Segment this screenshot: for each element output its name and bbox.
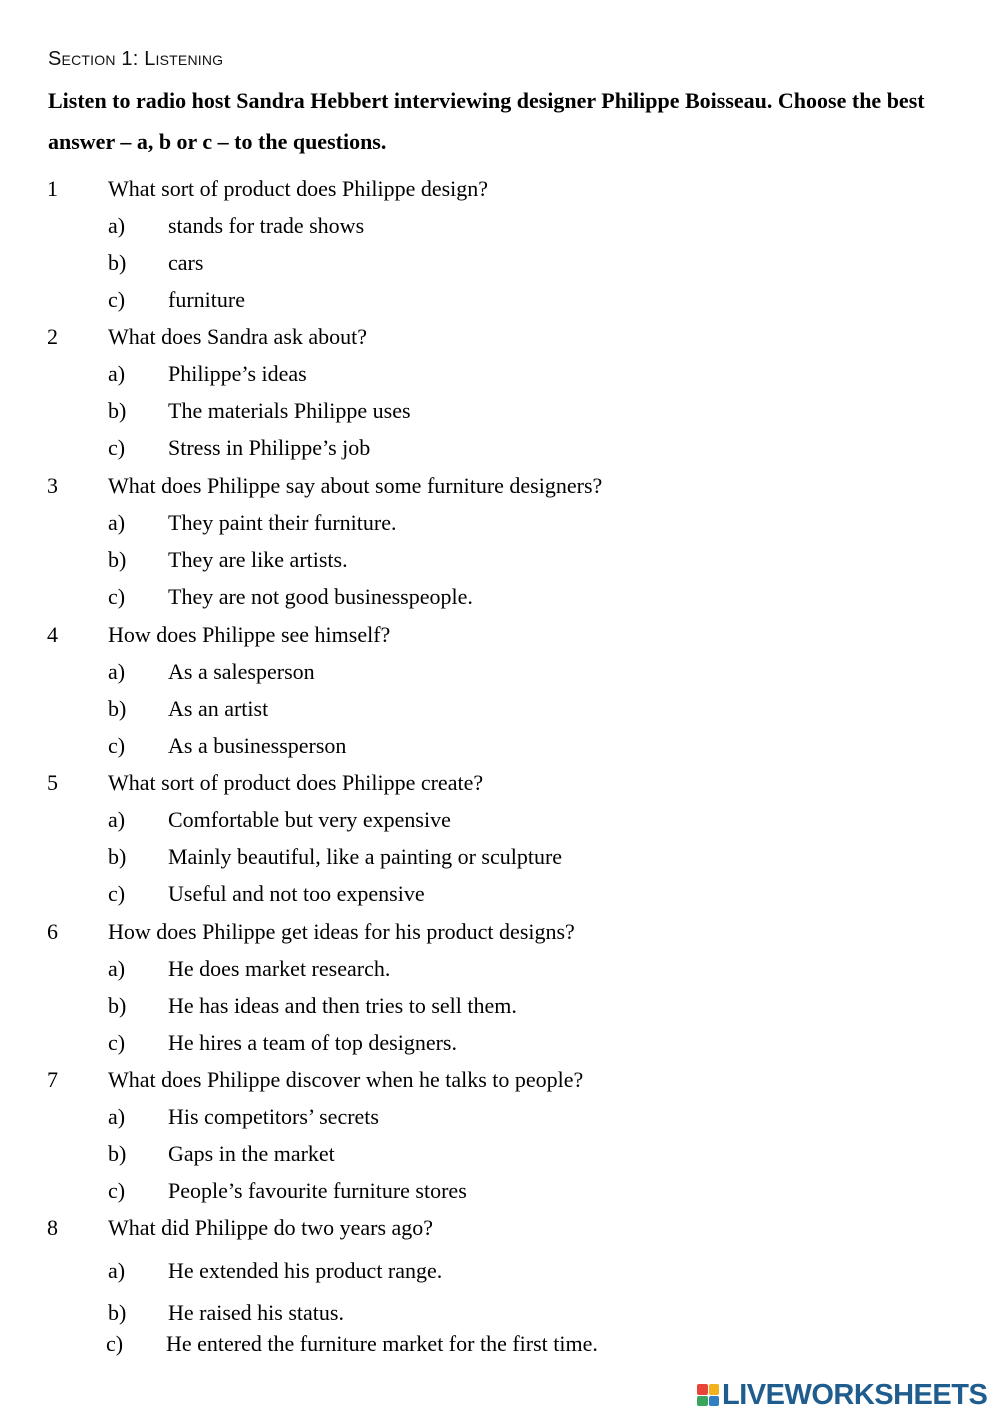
option-text: They are like artists. — [168, 547, 348, 572]
question-text: What does Sandra ask about? — [108, 324, 368, 349]
option-label: c) — [106, 1331, 124, 1356]
option-label: a) — [108, 510, 126, 535]
option-text: People’s favourite furniture stores — [168, 1178, 467, 1203]
option-label: c) — [108, 881, 126, 906]
option-text: They paint their furniture. — [168, 510, 397, 535]
option-text: He raised his status. — [168, 1300, 344, 1325]
option-label: c) — [108, 435, 126, 460]
option-text: He has ideas and then tries to sell them. — [168, 993, 517, 1018]
option-label: b) — [108, 250, 127, 275]
question-text: What does Philippe say about some furniture designers? — [108, 473, 603, 498]
instructions: Listen to radio host Sandra Hebbert interviewing designer Philippe Boisseau. Choose the best answer – a, b or c – to the questions. — [48, 88, 925, 154]
question-number: 5 — [47, 770, 58, 795]
option-label: b) — [108, 844, 127, 869]
logo-square-1 — [697, 1384, 708, 1395]
liveworksheets-logo-icon — [697, 1384, 719, 1406]
option-text: He does market research. — [168, 956, 391, 981]
option-text: As a salesperson — [168, 659, 315, 684]
liveworksheets-logo[interactable] — [697, 1378, 987, 1412]
option-text: cars — [168, 250, 204, 275]
option-text: Comfortable but very expensive — [168, 807, 451, 832]
option-text: He hires a team of top designers. — [168, 1030, 457, 1055]
option-label: c) — [108, 1030, 126, 1055]
option-label: c) — [108, 584, 126, 609]
question-text: How does Philippe get ideas for his product designs? — [108, 919, 575, 944]
option-label: b) — [108, 696, 127, 721]
question-text: What sort of product does Philippe create? — [108, 770, 484, 795]
logo-square-3 — [697, 1396, 708, 1407]
option-text: They are not good businesspeople. — [168, 584, 473, 609]
question-text: What does Philippe discover when he talks to people? — [108, 1067, 584, 1092]
option-text: His competitors’ secrets — [168, 1104, 379, 1129]
option-label: c) — [108, 1178, 126, 1203]
question-number: 2 — [47, 324, 58, 349]
section-title: Section 1: Listening — [48, 48, 224, 70]
option-label: a) — [108, 659, 126, 684]
option-label: c) — [108, 733, 126, 758]
option-text: stands for trade shows — [168, 213, 365, 238]
option-label: c) — [108, 287, 126, 312]
question-number: 1 — [47, 176, 58, 201]
option-label: a) — [108, 1258, 126, 1283]
question-text: What sort of product does Philippe design? — [108, 176, 489, 201]
option-label: a) — [108, 1104, 126, 1129]
question-text: How does Philippe see himself? — [108, 622, 391, 647]
option-label: a) — [108, 956, 126, 981]
logo-square-2 — [709, 1384, 720, 1395]
option-text: Useful and not too expensive — [168, 881, 425, 906]
option-text: The materials Philippe uses — [168, 398, 411, 423]
question-text: What did Philippe do two years ago? — [108, 1215, 434, 1240]
option-text: Mainly beautiful, like a painting or sculpture — [168, 844, 563, 869]
option-label: b) — [108, 1300, 127, 1325]
option-label: a) — [108, 213, 126, 238]
option-text: Gaps in the market — [168, 1141, 335, 1166]
option-text: furniture — [168, 287, 245, 312]
logo-text: LIVEWORKSHEETS — [722, 1378, 988, 1411]
question-number: 6 — [47, 919, 58, 944]
option-label: b) — [108, 1141, 127, 1166]
option-text: Stress in Philippe’s job — [168, 435, 371, 460]
question-number: 8 — [47, 1215, 58, 1240]
option-text: As an artist — [168, 696, 269, 721]
option-label: b) — [108, 993, 127, 1018]
option-label: a) — [108, 361, 126, 386]
option-text: He entered the furniture market for the first time. — [166, 1331, 598, 1356]
question-number: 4 — [47, 622, 58, 647]
option-label: a) — [108, 807, 126, 832]
option-text: Philippe’s ideas — [168, 361, 307, 386]
option-text: He extended his product range. — [168, 1258, 443, 1283]
option-text: As a businessperson — [168, 733, 347, 758]
logo-square-4 — [709, 1396, 720, 1407]
question-number: 3 — [47, 473, 58, 498]
question-number: 7 — [47, 1067, 58, 1092]
option-label: b) — [108, 398, 127, 423]
option-label: b) — [108, 547, 127, 572]
